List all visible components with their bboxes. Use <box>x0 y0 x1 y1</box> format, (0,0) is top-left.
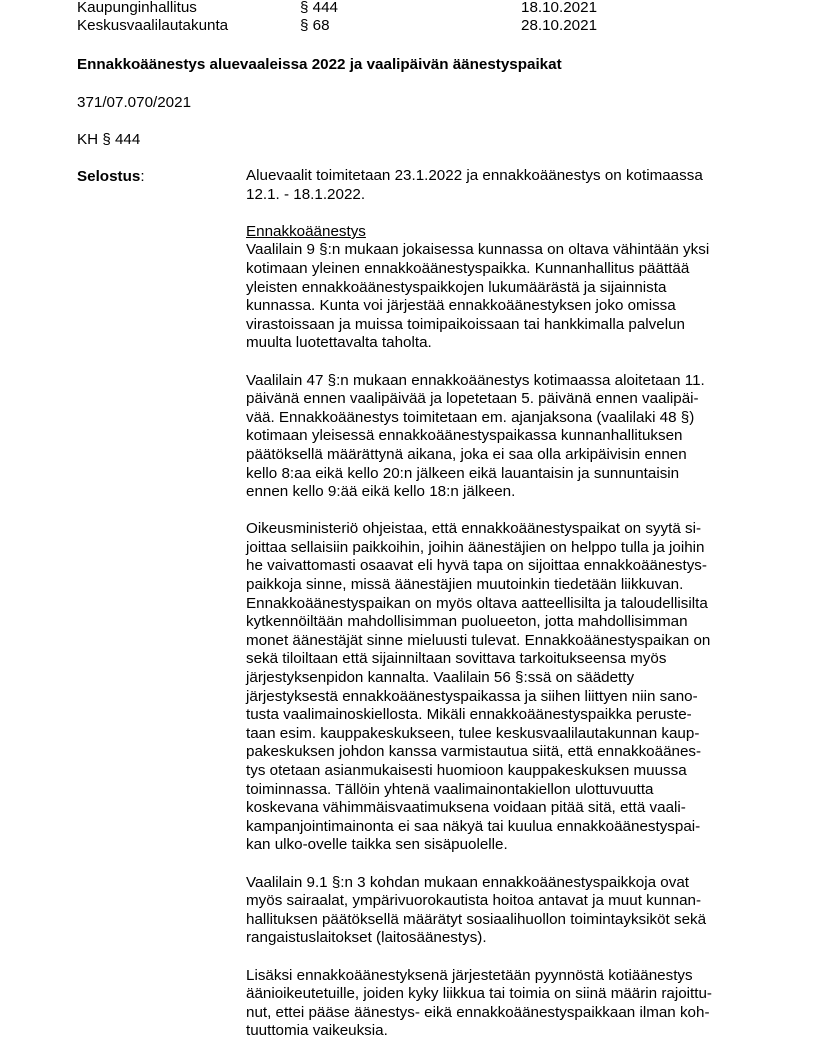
paragraph-line: kotimaan yleisessä ennakkoäänestyspaikassa kunnanhallituksen <box>246 427 683 445</box>
paragraph-line: yleisten ennakkoäänestyspaikkojen lukumäärästä ja sijainnista <box>246 278 667 296</box>
paragraph-line: 12.1. - 18.1.2022. <box>246 185 366 203</box>
paragraph-line: vää. Ennakkoäänestys toimitetaan em. ajanjaksona (vaalilaki 48 §) <box>246 408 695 426</box>
paragraph-line: monet äänestäjät sinne mieluusti tulevat. Ennakkoäänestyspaikan on <box>246 631 711 649</box>
paragraph-line: Aluevaalit toimitetaan 23.1.2022 ja ennakkoäänestys on kotimaassa <box>246 167 703 184</box>
meta-section: § 444 <box>300 0 339 16</box>
paragraph-line: tys otetaan asianmukaisesti huomioon kauppakeskuksen muussa <box>246 762 687 779</box>
paragraph-line: järjestyksenpidon kannalta. Vaalilain 56 §:ssä on säädetty <box>246 669 635 687</box>
paragraph-line: taan esim. kauppakeskukseen, tulee keskusvaalilautakunnan kaup- <box>246 724 700 742</box>
paragraph-line: rangaistuslaitokset (laitosäänestys). <box>246 929 487 947</box>
meta-date: 28.10.2021 <box>521 17 598 34</box>
selostus-body <box>246 167 746 1041</box>
paragraph-line: pakeskuksen johdon kanssa varmistautua siitä, että ennakkoäänes- <box>246 743 702 761</box>
paragraph-line: tusta vaalimainoskiellosta. Mikäli ennakkoäänestyspaikka peruste- <box>246 706 692 724</box>
paragraph-line: joittaa sellaisiin paikkoihin, joihin äänestäjien on helppo tulla ja joihin <box>246 538 705 556</box>
paragraph-line: Vaalilain 9.1 §:n 3 kohdan mukaan ennakkoäänestyspaikkoja ovat <box>246 873 689 891</box>
paragraph-line: he vaivattomasti osaavat eli hyvä tapa on sijoittaa ennakkoäänestys- <box>246 557 707 575</box>
paragraph-line: kotimaan yleinen ennakkoäänestyspaikka. Kunnanhallitus päättää <box>246 259 690 277</box>
paragraph-line: kan ulko-ovelle taikka sen sisäpuolelle. <box>246 836 508 854</box>
paragraph-line: nut, ettei pääse äänestys- eikä ennakkoäänestyspaikkaan ilman koh- <box>246 1003 710 1021</box>
kh-reference: KH § 444 <box>77 131 141 148</box>
paragraph-line: tuuttomia vaikeuksia. <box>246 1022 388 1040</box>
paragraph-line: ennen kello 9:ää eikä kello 18:n jälkeen. <box>246 483 516 501</box>
paragraph-line: äänioikeutetuille, joiden kyky liikkua tai toimia on siinä määrin rajoittu- <box>246 985 712 1003</box>
meta-section: § 68 <box>300 17 330 34</box>
paragraph-line: järjestyksestä ennakkoäänestyspaikassa ja siihen liittyen niin sano- <box>246 687 698 705</box>
selostus-label-text: Selostus <box>77 168 141 185</box>
paragraph-line: Vaalilain 47 §:n mukaan ennakkoäänestys kotimaassa aloitetaan 11. <box>246 371 705 389</box>
paragraph-line: sekä tiloiltaan että sijainniltaan sovittava tarkoitukseensa myös <box>246 650 667 668</box>
paragraph-line: kello 8:aa eikä kello 20:n jälkeen eikä lauantaisin ja sunnuntaisin <box>246 464 680 482</box>
document-title: Ennakkoäänestys aluevaaleissa 2022 ja vaalipäivän äänestyspaikat <box>77 56 562 73</box>
selostus-colon: : <box>140 168 145 185</box>
paragraph-line: kunnassa. Kunta voi järjestää ennakkoäänestyksen joko omissa <box>246 297 676 315</box>
paragraph-line: virastoissaan ja muissa toimipaikoissaan tai hankkimalla palvelun <box>246 315 685 333</box>
paragraph-line: Lisäksi ennakkoäänestyksenä järjestetään pyynnöstä kotiäänestys <box>246 966 693 984</box>
paragraph-line: paikkoja sinne, missä äänestäjien muutoinkin tiedetään liikkuvan. <box>246 576 684 594</box>
paragraph-line: koskevana vähimmäisvaatimuksena voidaan pitää sitä, että vaali- <box>246 799 686 817</box>
meta-date: 18.10.2021 <box>521 0 598 16</box>
subheading-ennakkoaanestys: Ennakkoäänestys <box>246 222 366 240</box>
paragraph-line: hallituksen päätöksellä määrätyt sosiaalihuollon toimintayksiköt sekä <box>246 910 707 928</box>
meta-body: Keskusvaalilautakunta <box>77 17 229 34</box>
meta-body: Kaupunginhallitus <box>77 0 197 16</box>
document-number: 371/07.070/2021 <box>77 94 192 111</box>
paragraph-line: toiminnassa. Tällöin yhtenä vaalimainontakiellon ulottuvuutta <box>246 780 654 798</box>
paragraph-line: kampanjointimainonta ei saa näkyä tai kuulua ennakkoäänestyspai- <box>246 817 701 835</box>
selostus-label <box>77 167 145 187</box>
paragraph-line: myös sairaalat, ympärivuorokautista hoitoa antavat ja muut kunnan- <box>246 892 702 910</box>
paragraph-line: Ennakkoäänestyspaikan on myös oltava aatteellisilta ja taloudellisilta <box>246 594 708 612</box>
paragraph-line: Vaalilain 9 §:n mukaan jokaisessa kunnassa on oltava vähintään yksi <box>246 241 710 259</box>
paragraph-line: kytkennöiltään mahdollisimman puolueeton, jotta mahdollisimman <box>246 613 688 631</box>
paragraph-line: Oikeusministeriö ohjeistaa, että ennakkoäänestyspaikat on syytä si- <box>246 520 702 538</box>
paragraph-line: päätöksellä määrättynä aikana, joka ei saa olla arkipäivisin ennen <box>246 445 687 463</box>
paragraph-line: päivänä ennen vaalipäivää ja lopetetaan 5. päivänä ennen vaalipäi- <box>246 390 699 408</box>
paragraph-line: muulta luotettavalta taholta. <box>246 334 432 352</box>
